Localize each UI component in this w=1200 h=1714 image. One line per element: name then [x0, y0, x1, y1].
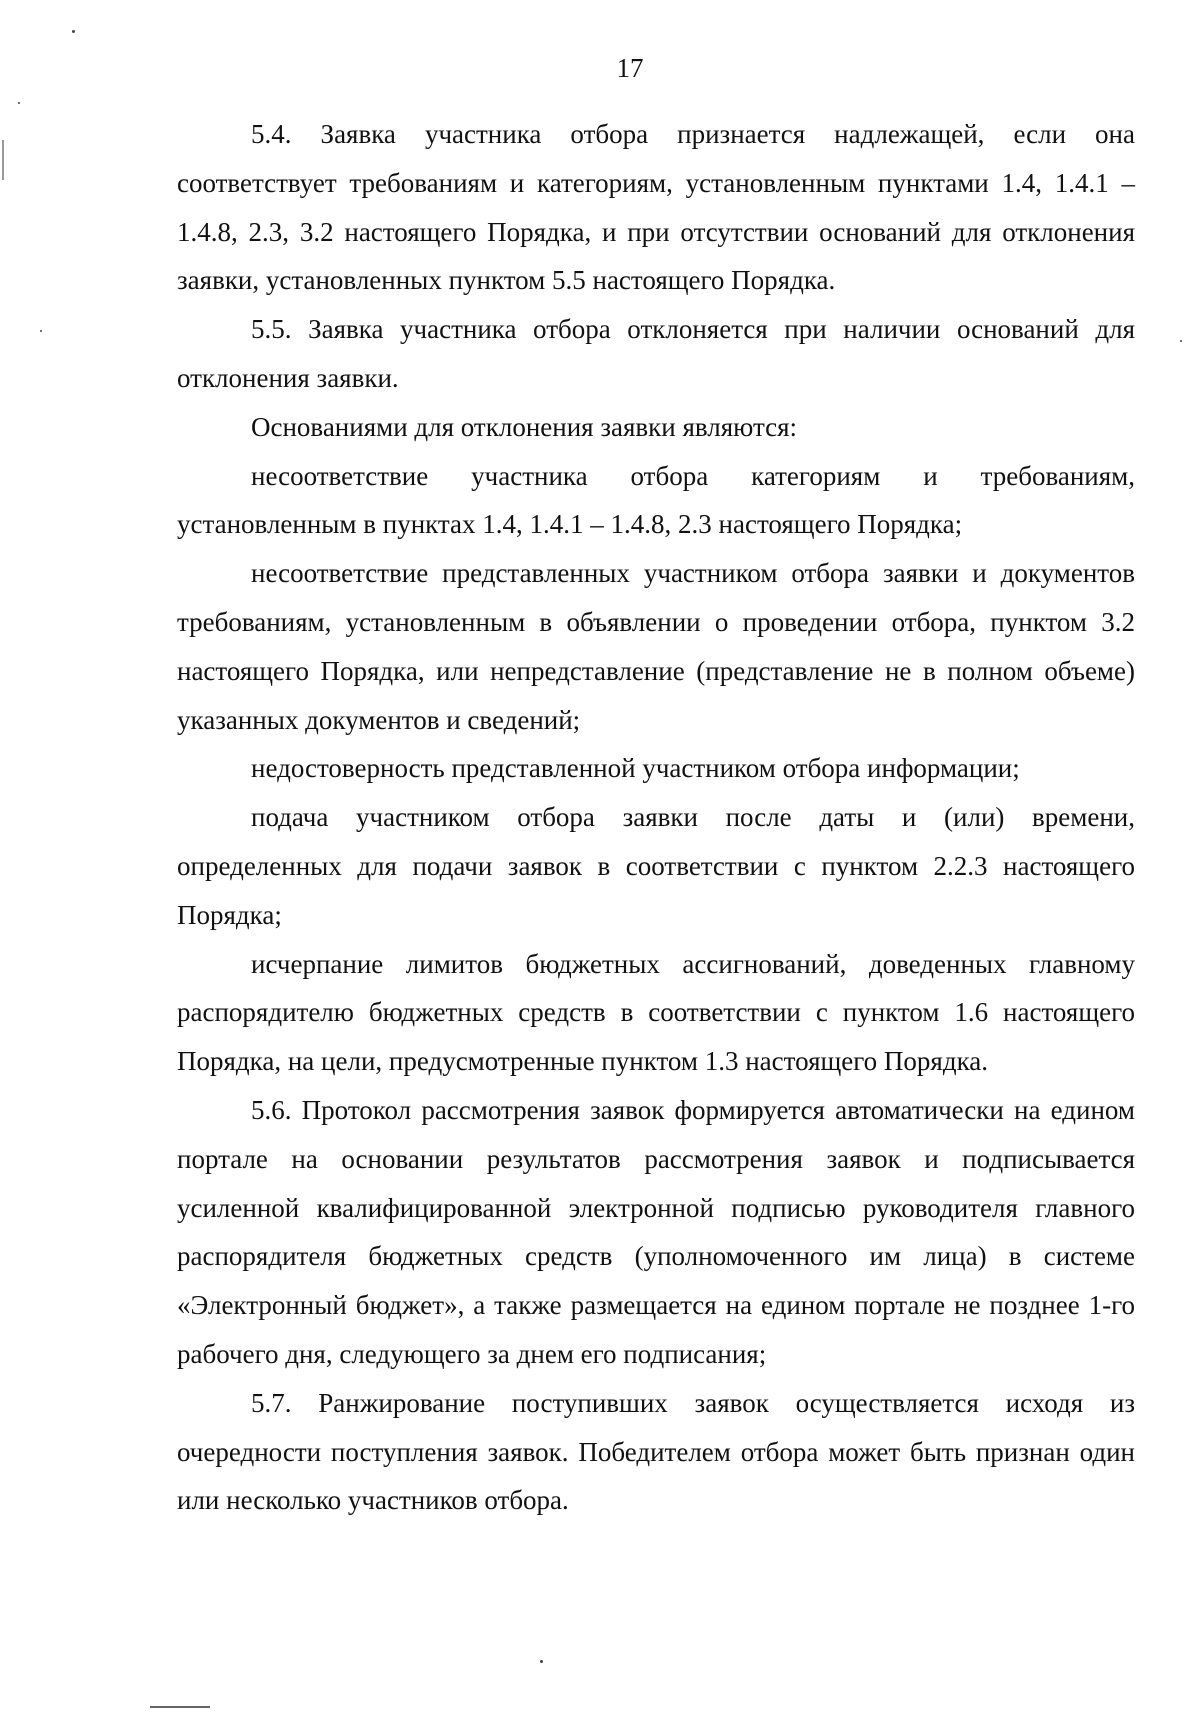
- document-body: [177, 110, 1135, 1525]
- scan-speck: [72, 30, 75, 33]
- scan-bottom-line: [150, 1706, 210, 1708]
- paragraph-5-6: 5.6. Протокол рассмотрения заявок формируется автоматически на едином портале на основании результатов рассмотрения заявок и подписывается усиленной квалифицированной электронной подписью руководителя главного распорядителя бюджетных средств (уполномоченного им лица) в системе «Электронный бюджет», а также размещается на едином портале не позднее 1-го рабочего дня, следующего за днем его подписания;: [177, 1094, 1135, 1369]
- paragraph-ground-late-submission: подача участником отбора заявки после даты и (или) времени, определенных для подачи заявок в соответствии с пунктом 2.2.3 настоящего Порядка;: [177, 802, 1135, 930]
- scan-speck: [1180, 340, 1182, 342]
- paragraph-ground-budget-exhausted: исчерпание лимитов бюджетных ассигнований, доведенных главному распорядителю бюджетных средств в соответствии с пунктом 1.6 настоящего Порядка, на цели, предусмотренные пунктом 1.3 настоящего Порядка.: [177, 948, 1135, 1077]
- scan-speck: [40, 330, 42, 332]
- paragraph-ground-category-mismatch: несоответствие участника отбора категориям и требованиям, установленным в пунктах 1.4, 1.4.1 – 1.4.8, 2.3 настоящего Порядка;: [177, 460, 1135, 540]
- paragraph-ground-false-information: недостоверность представленной участником отбора информации;: [251, 753, 1020, 784]
- paragraph-5-7: 5.7. Ранжирование поступивших заявок осуществляется исходя из очередности поступления заявок. Победителем отбора может быть признан один или несколько участников отбора.: [177, 1387, 1135, 1516]
- scan-edge-mark: [2, 140, 4, 180]
- page-number: 17: [616, 53, 644, 83]
- paragraph-ground-documents-mismatch: несоответствие представленных участником отбора заявки и документов требованиям, установленным в объявлении о проведении отбора, пунктом 3.2 настоящего Порядка, или непредставление (представление не в полном объеме) указанных документов и сведений;: [177, 558, 1135, 735]
- scan-speck: [540, 1660, 543, 1663]
- scan-speck: [18, 102, 20, 104]
- paragraph-5-5: 5.5. Заявка участника отбора отклоняется при наличии оснований для отклонения заявки.: [177, 314, 1135, 393]
- paragraph-5-4: 5.4. Заявка участника отбора признается надлежащей, если она соответствует требованиям и категориям, установленным пунктами 1.4, 1.4.1 – 1.4.8, 2.3, 3.2 настоящего Порядка, и при отсутствии оснований для отклонения заявки, установленных пунктом 5.5 настоящего Порядка.: [177, 119, 1135, 296]
- paragraph-grounds-intro: Основаниями для отклонения заявки являются:: [251, 411, 798, 442]
